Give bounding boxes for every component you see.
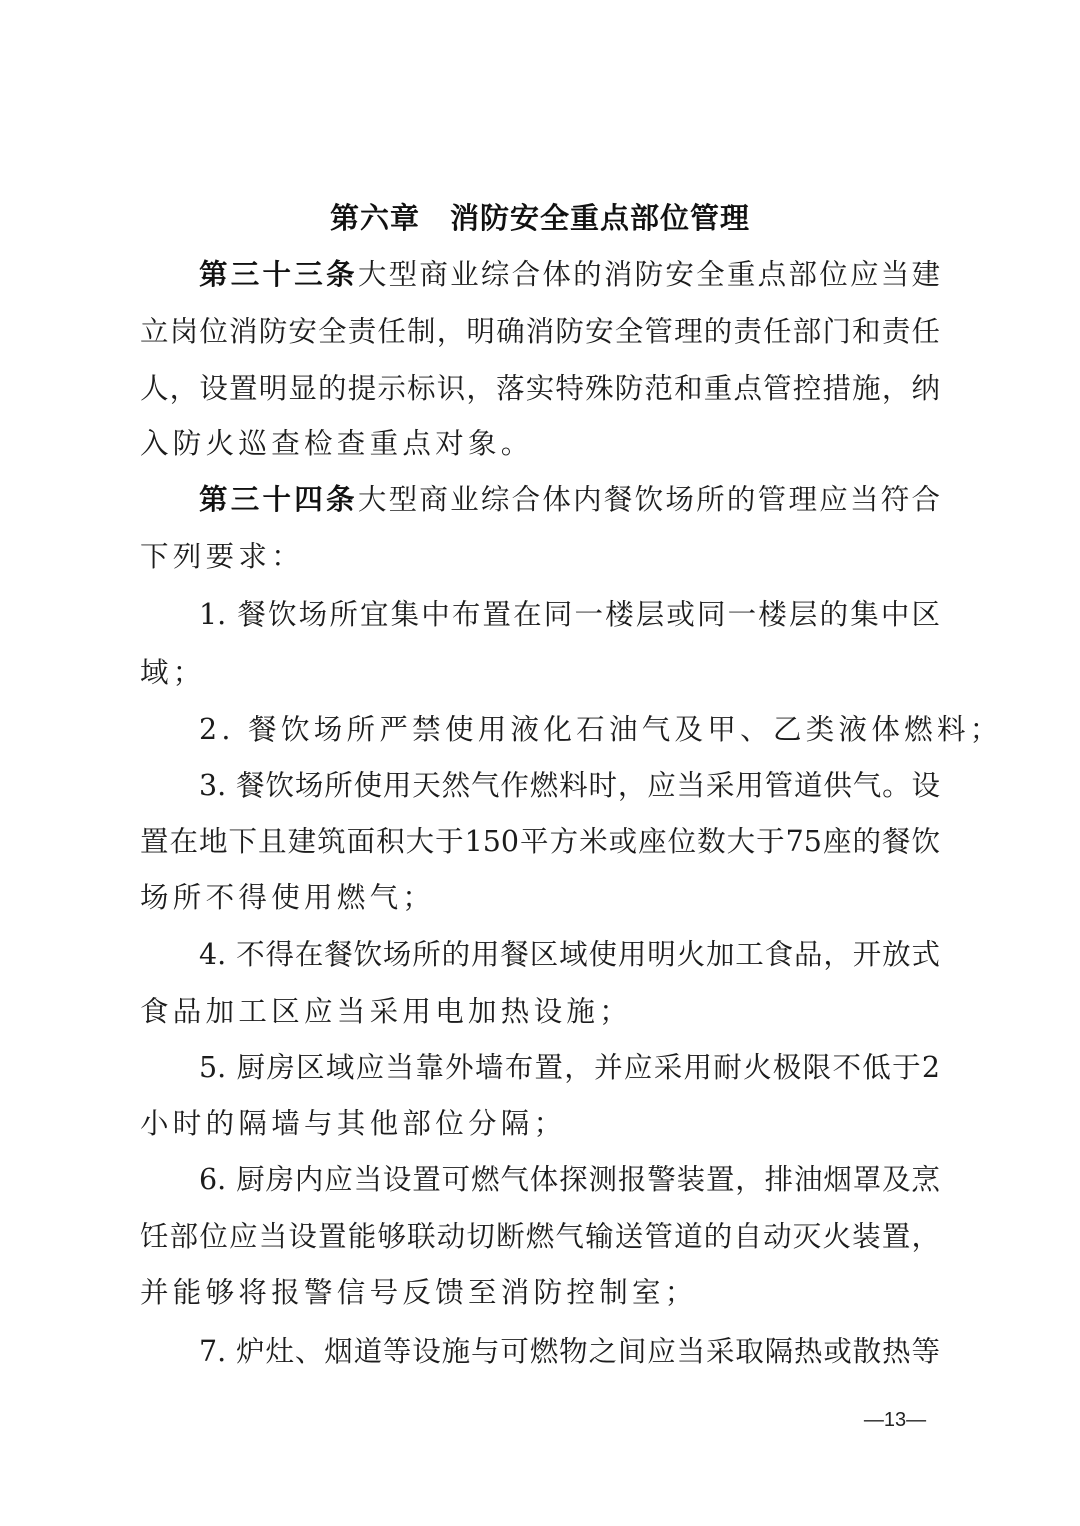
article-34-text-1: 大型商业综合体内餐饮场所的管理应当符合 (357, 483, 940, 516)
item-2-line-1: 2. 餐饮场所严禁使用液化石油气及甲、乙类液体燃料； (199, 713, 1003, 746)
article-33-label: 第三十三条 (199, 258, 358, 291)
chapter-title: 第六章 消防安全重点部位管理 (329, 201, 750, 235)
item-4-line-2: 食品加工区应当采用电加热设施； (140, 995, 633, 1028)
article-33-text-1: 大型商业综合体的消防安全重点部位应当建 (357, 258, 940, 291)
item-6-line-1: 6. 厨房内应当设置可燃气体探测报警装置，排油烟罩及烹 (199, 1163, 940, 1196)
item-3-line-1: 3. 餐饮场所使用天然气作燃料时，应当采用管道供气。设 (199, 769, 940, 802)
item-5-line-2: 小时的隔墙与其他部位分隔； (140, 1107, 567, 1140)
page-number: —13— (863, 1409, 927, 1431)
item-3-line-3: 场所不得使用燃气； (140, 881, 436, 914)
article-33-line-2: 立岗位消防安全责任制，明确消防安全管理的责任部门和责任 (140, 315, 940, 348)
item-1-line-2: 域； (140, 656, 206, 689)
item-6-line-2: 饪部位应当设置能够联动切断燃气输送管道的自动灭火装置， (140, 1220, 940, 1253)
article-33-line-4: 入防火巡查检查重点对象。 (140, 427, 534, 460)
item-6-line-3: 并能够将报警信号反馈至消防控制室； (140, 1276, 698, 1309)
item-3-line-2: 置在地下且建筑面积大于150平方米或座位数大于75座的餐饮 (140, 825, 940, 858)
article-34-line-2: 下列要求： (140, 540, 305, 573)
item-1-line-1: 1. 餐饮场所宜集中布置在同一楼层或同一楼层的集中区 (199, 598, 940, 631)
item-4-line-1: 4. 不得在餐饮场所的用餐区域使用明火加工食品，开放式 (199, 938, 940, 971)
article-33-line-3: 人，设置明显的提示标识，落实特殊防范和重点管控措施，纳 (140, 372, 940, 405)
item-5-line-1: 5. 厨房区域应当靠外墙布置，并应采用耐火极限不低于2 (199, 1051, 940, 1084)
item-7-line-1: 7. 炉灶、烟道等设施与可燃物之间应当采取隔热或散热等 (199, 1335, 940, 1368)
article-33-line-1 (199, 255, 940, 295)
article-34-label: 第三十四条 (199, 483, 358, 516)
article-34-line-1 (199, 480, 940, 520)
